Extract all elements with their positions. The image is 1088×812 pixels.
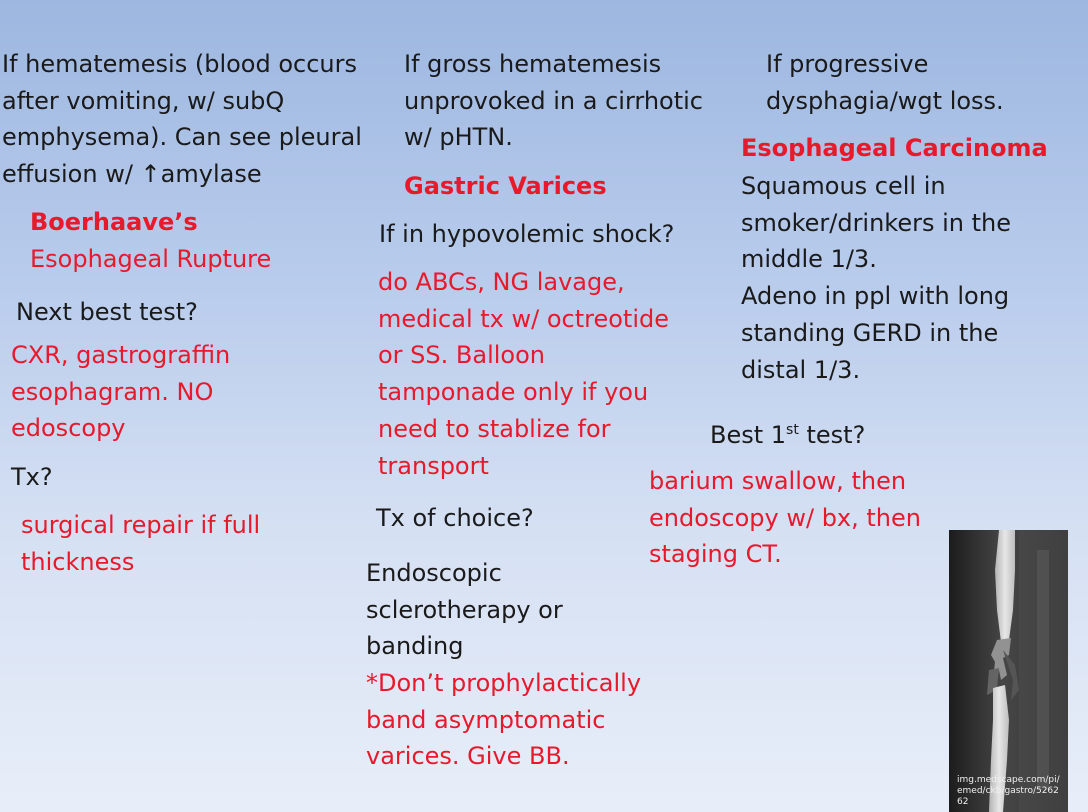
text-line: If gross hematemesis [404,50,662,78]
text-line: emphysema). Can see pleural [2,123,362,152]
barium-swallow-xray-image [949,530,1068,812]
varices-clinical-scenario [404,46,703,156]
text-line: CXR, gastrograffin [11,341,231,369]
text-line: or SS. Balloon [378,341,545,370]
text-line: surgical repair if full [21,511,261,539]
xray-graphic [949,530,1068,812]
question-suffix: test? [798,421,866,449]
treatment-answer [21,507,260,580]
text-line: standing GERD in the [741,318,999,347]
text-line: do ABCs, NG lavage, [378,268,625,296]
question-text: Tx of choice? [376,504,534,532]
prophylaxis-note [366,665,641,775]
text-line: smoker/drinkers in the [741,208,1012,237]
carcinoma-diagnosis [741,130,1048,167]
boerhaave-diagnosis [30,204,271,277]
text-line: Squamous cell in [741,172,946,200]
carcinoma-clinical-scenario [766,46,1004,119]
text-line: *Don’t prophylactically [366,669,642,697]
hypovolemic-shock-question [379,216,674,253]
text-line: Endoscopic [366,559,502,587]
text-line: sclerotherapy or [366,595,563,624]
text-line: barium swallow, then [649,467,907,495]
text-line: w/ pHTN. [404,123,513,152]
question-text: Tx? [11,463,53,491]
text-line: Adeno in ppl with long [741,282,1010,311]
text-line: banding [366,632,464,661]
text-line: band asymptomatic [366,705,606,734]
text-line: effusion w/ ↑amylase [2,160,262,189]
next-best-test-answer [11,337,230,447]
text-line: esophagram. NO [11,377,214,406]
tx-of-choice-question [376,500,534,537]
carcinoma-types-info [741,168,1011,388]
text-line: after vomiting, w/ subQ [2,86,285,115]
diagnosis-title: Gastric Varices [404,172,607,200]
best-first-test-question [710,417,865,454]
text-line: staging CT. [649,540,782,569]
text-line: dysphagia/wgt loss. [766,86,1004,115]
text-line: thickness [21,547,135,576]
text-line: distal 1/3. [741,355,861,384]
diagnosis-title: Boerhaave’s [30,208,198,236]
diagnosis-subtitle: Esophageal Rupture [30,244,272,273]
text-line: middle 1/3. [741,245,877,274]
image-source-caption: img.medscape.com/pi/emed/ckb/gastro/526262 [957,775,1060,807]
best-first-test-answer [649,463,921,573]
question-text: If in hypovolemic shock? [379,220,675,248]
text-line: tamponade only if you [378,378,649,407]
next-best-test-question [16,294,198,331]
text-line: transport [378,451,489,480]
boerhaave-clinical-scenario [2,46,362,193]
text-line: If progressive [766,50,929,78]
text-line: If hematemesis (blood occurs [2,50,357,78]
question-superscript: st [786,422,799,438]
text-line: endoscopy w/ bx, then [649,503,921,532]
text-line: edoscopy [11,414,126,443]
text-line: unprovoked in a cirrhotic [404,86,704,115]
question-text [710,417,865,454]
text-line: medical tx w/ octreotide [378,304,669,333]
text-line: need to stablize for [378,414,611,443]
treatment-question [11,459,53,496]
diagnosis-title: Esophageal Carcinoma [741,134,1048,162]
tx-of-choice-answer [366,555,563,665]
varices-diagnosis [404,168,607,205]
question-prefix: Best 1 [710,421,787,449]
text-line: varices. Give BB. [366,742,570,771]
hypovolemic-shock-answer [378,264,669,484]
question-text: Next best test? [16,298,198,326]
